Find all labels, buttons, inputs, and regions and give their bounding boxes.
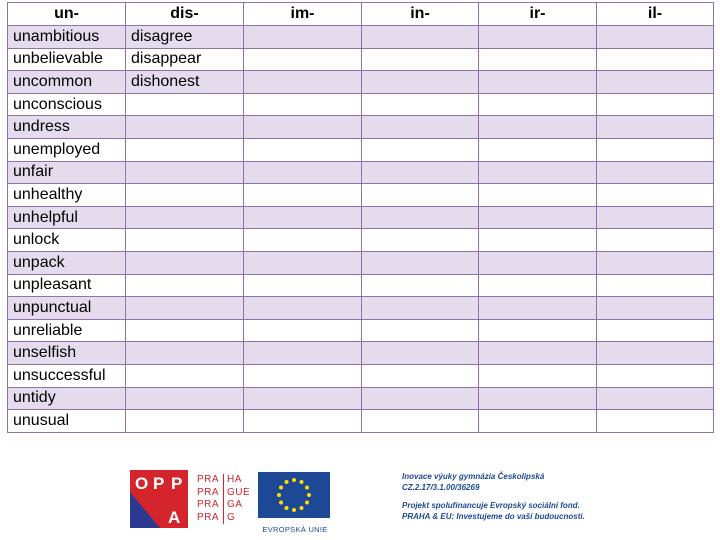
- cell-in: [362, 206, 479, 229]
- cell-il: [597, 93, 714, 116]
- cell-in: [362, 138, 479, 161]
- cell-ir: [479, 48, 597, 71]
- table-row: [8, 251, 714, 274]
- cell-un: unpunctual: [8, 297, 126, 320]
- cell-un: untidy: [8, 387, 126, 410]
- praha-logo-cell: PRA: [197, 499, 224, 512]
- eu-star-icon: [279, 486, 283, 490]
- header-in: in-: [362, 3, 479, 26]
- cell-il: [597, 26, 714, 49]
- cell-in: [362, 297, 479, 320]
- cell-dis: [126, 93, 244, 116]
- table-row: [8, 184, 714, 207]
- praha-logo-cell: PRA: [197, 474, 224, 487]
- table-row: [8, 26, 714, 49]
- eu-star-icon: [285, 506, 289, 510]
- cell-dis: [126, 274, 244, 297]
- cell-in: [362, 274, 479, 297]
- footer-logos: [0, 460, 720, 540]
- cell-ir: [479, 387, 597, 410]
- cell-ir: [479, 206, 597, 229]
- eu-star-icon: [300, 506, 304, 510]
- eu-star-icon: [277, 493, 281, 497]
- eu-star-icon: [292, 508, 296, 512]
- cell-dis: [126, 387, 244, 410]
- cell-in: [362, 161, 479, 184]
- praha-logo-cell: PRA: [197, 512, 224, 525]
- eu-star-icon: [307, 493, 311, 497]
- cell-dis: [126, 206, 244, 229]
- cell-un: unhelpful: [8, 206, 126, 229]
- cell-un: unpack: [8, 251, 126, 274]
- cell-ir: [479, 274, 597, 297]
- praha-logo-cell: GUE: [227, 486, 251, 498]
- cell-in: [362, 342, 479, 365]
- cell-il: [597, 138, 714, 161]
- praha-logo-cell: HA: [227, 474, 242, 485]
- eu-star-icon: [305, 501, 309, 505]
- cell-il: [597, 297, 714, 320]
- cell-im: [244, 342, 362, 365]
- header-im: im-: [244, 3, 362, 26]
- table-row: [8, 93, 714, 116]
- table-body: [8, 26, 714, 433]
- funding-note: Projekt spolufinancuje Evropský sociální fond.: [402, 501, 580, 510]
- cell-dis: [126, 138, 244, 161]
- cell-il: [597, 116, 714, 139]
- cell-in: [362, 410, 479, 433]
- cell-ir: [479, 26, 597, 49]
- funding-slogan: PRAHA & EU: Investujeme do vaší budoucnosti.: [402, 511, 585, 521]
- cell-il: [597, 342, 714, 365]
- cell-im: [244, 297, 362, 320]
- cell-dis: [126, 229, 244, 252]
- cell-il: [597, 71, 714, 94]
- header-dis: dis-: [126, 3, 244, 26]
- cell-in: [362, 251, 479, 274]
- cell-il: [597, 410, 714, 433]
- praha-logo-cell: G: [227, 511, 236, 523]
- cell-im: [244, 364, 362, 387]
- cell-il: [597, 229, 714, 252]
- cell-im: [244, 206, 362, 229]
- cell-im: [244, 184, 362, 207]
- cell-ir: [479, 138, 597, 161]
- cell-ir: [479, 93, 597, 116]
- cell-im: [244, 387, 362, 410]
- cell-im: [244, 26, 362, 49]
- opp-letter-a: A: [168, 508, 181, 527]
- cell-im: [244, 93, 362, 116]
- cell-ir: [479, 184, 597, 207]
- cell-dis: [126, 116, 244, 139]
- cell-un: unpleasant: [8, 274, 126, 297]
- cell-ir: [479, 342, 597, 365]
- opp-letter-o: O: [135, 474, 149, 493]
- cell-in: [362, 93, 479, 116]
- cell-im: [244, 410, 362, 433]
- cell-dis: [126, 161, 244, 184]
- eu-star-icon: [300, 480, 304, 484]
- cell-im: [244, 319, 362, 342]
- cell-in: [362, 71, 479, 94]
- table-row: [8, 206, 714, 229]
- table-row: [8, 297, 714, 320]
- table-row: [8, 364, 714, 387]
- cell-il: [597, 48, 714, 71]
- header-il: il-: [597, 3, 714, 26]
- eu-logo: [258, 472, 332, 534]
- cell-dis: [126, 184, 244, 207]
- cell-il: [597, 161, 714, 184]
- cell-dis: [126, 251, 244, 274]
- cell-dis: [126, 364, 244, 387]
- cell-im: [244, 48, 362, 71]
- cell-ir: [479, 161, 597, 184]
- table-row: [8, 274, 714, 297]
- cell-un: unusual: [8, 410, 126, 433]
- cell-in: [362, 48, 479, 71]
- cell-ir: [479, 251, 597, 274]
- cell-in: [362, 184, 479, 207]
- header-ir: ir-: [479, 3, 597, 26]
- cell-im: [244, 116, 362, 139]
- table-row: [8, 342, 714, 365]
- cell-ir: [479, 229, 597, 252]
- cell-im: [244, 274, 362, 297]
- cell-ir: [479, 297, 597, 320]
- cell-un: unselfish: [8, 342, 126, 365]
- cell-il: [597, 387, 714, 410]
- eu-label: EVROPSKÁ UNIE: [262, 525, 328, 534]
- cell-im: [244, 229, 362, 252]
- cell-un: unbelievable: [8, 48, 126, 71]
- cell-il: [597, 184, 714, 207]
- table-row: [8, 116, 714, 139]
- prefix-table: [7, 2, 714, 433]
- table-row: [8, 410, 714, 433]
- cell-un: unlock: [8, 229, 126, 252]
- table-row: [8, 71, 714, 94]
- eu-flag-icon: [258, 472, 330, 518]
- cell-un: unemployed: [8, 138, 126, 161]
- cell-un: unfair: [8, 161, 126, 184]
- cell-im: [244, 138, 362, 161]
- table-row: [8, 48, 714, 71]
- table-row: [8, 138, 714, 161]
- cell-ir: [479, 319, 597, 342]
- cell-in: [362, 229, 479, 252]
- cell-il: [597, 274, 714, 297]
- cell-ir: [479, 116, 597, 139]
- cell-in: [362, 26, 479, 49]
- cell-ir: [479, 364, 597, 387]
- cell-un: unhealthy: [8, 184, 126, 207]
- praha-logo-cell: PRA: [197, 487, 224, 500]
- project-info: [402, 472, 662, 530]
- header-row: [8, 3, 714, 26]
- cell-in: [362, 387, 479, 410]
- cell-un: uncommon: [8, 71, 126, 94]
- cell-dis: [126, 319, 244, 342]
- cell-il: [597, 319, 714, 342]
- cell-dis: disappear: [126, 48, 244, 71]
- opp-letter-p2: P: [171, 474, 183, 493]
- cell-un: undress: [8, 116, 126, 139]
- cell-im: [244, 251, 362, 274]
- cell-dis: dishonest: [126, 71, 244, 94]
- cell-ir: [479, 410, 597, 433]
- cell-dis: [126, 410, 244, 433]
- praha-logo: [197, 474, 252, 526]
- cell-in: [362, 319, 479, 342]
- cell-im: [244, 71, 362, 94]
- eu-star-icon: [279, 501, 283, 505]
- eu-star-icon: [292, 478, 296, 482]
- cell-un: unconscious: [8, 93, 126, 116]
- cell-im: [244, 161, 362, 184]
- project-code: CZ.2.17/3.1.00/36269: [402, 482, 480, 492]
- cell-in: [362, 116, 479, 139]
- cell-il: [597, 251, 714, 274]
- table-row: [8, 229, 714, 252]
- cell-il: [597, 206, 714, 229]
- eu-star-icon: [305, 486, 309, 490]
- opp-letter-p1: P: [153, 474, 165, 493]
- cell-un: unreliable: [8, 319, 126, 342]
- cell-dis: [126, 342, 244, 365]
- header-un: un-: [8, 3, 126, 26]
- cell-in: [362, 364, 479, 387]
- cell-dis: disagree: [126, 26, 244, 49]
- cell-ir: [479, 71, 597, 94]
- project-title: Inovace výuky gymnázia Českolipská: [402, 472, 545, 481]
- eu-star-icon: [285, 480, 289, 484]
- table-row: [8, 161, 714, 184]
- cell-un: unambitious: [8, 26, 126, 49]
- praha-logo-cell: GA: [227, 499, 243, 510]
- cell-il: [597, 364, 714, 387]
- cell-un: unsuccessful: [8, 364, 126, 387]
- opp-logo: [130, 470, 188, 528]
- table-row: [8, 387, 714, 410]
- table-row: [8, 319, 714, 342]
- cell-dis: [126, 297, 244, 320]
